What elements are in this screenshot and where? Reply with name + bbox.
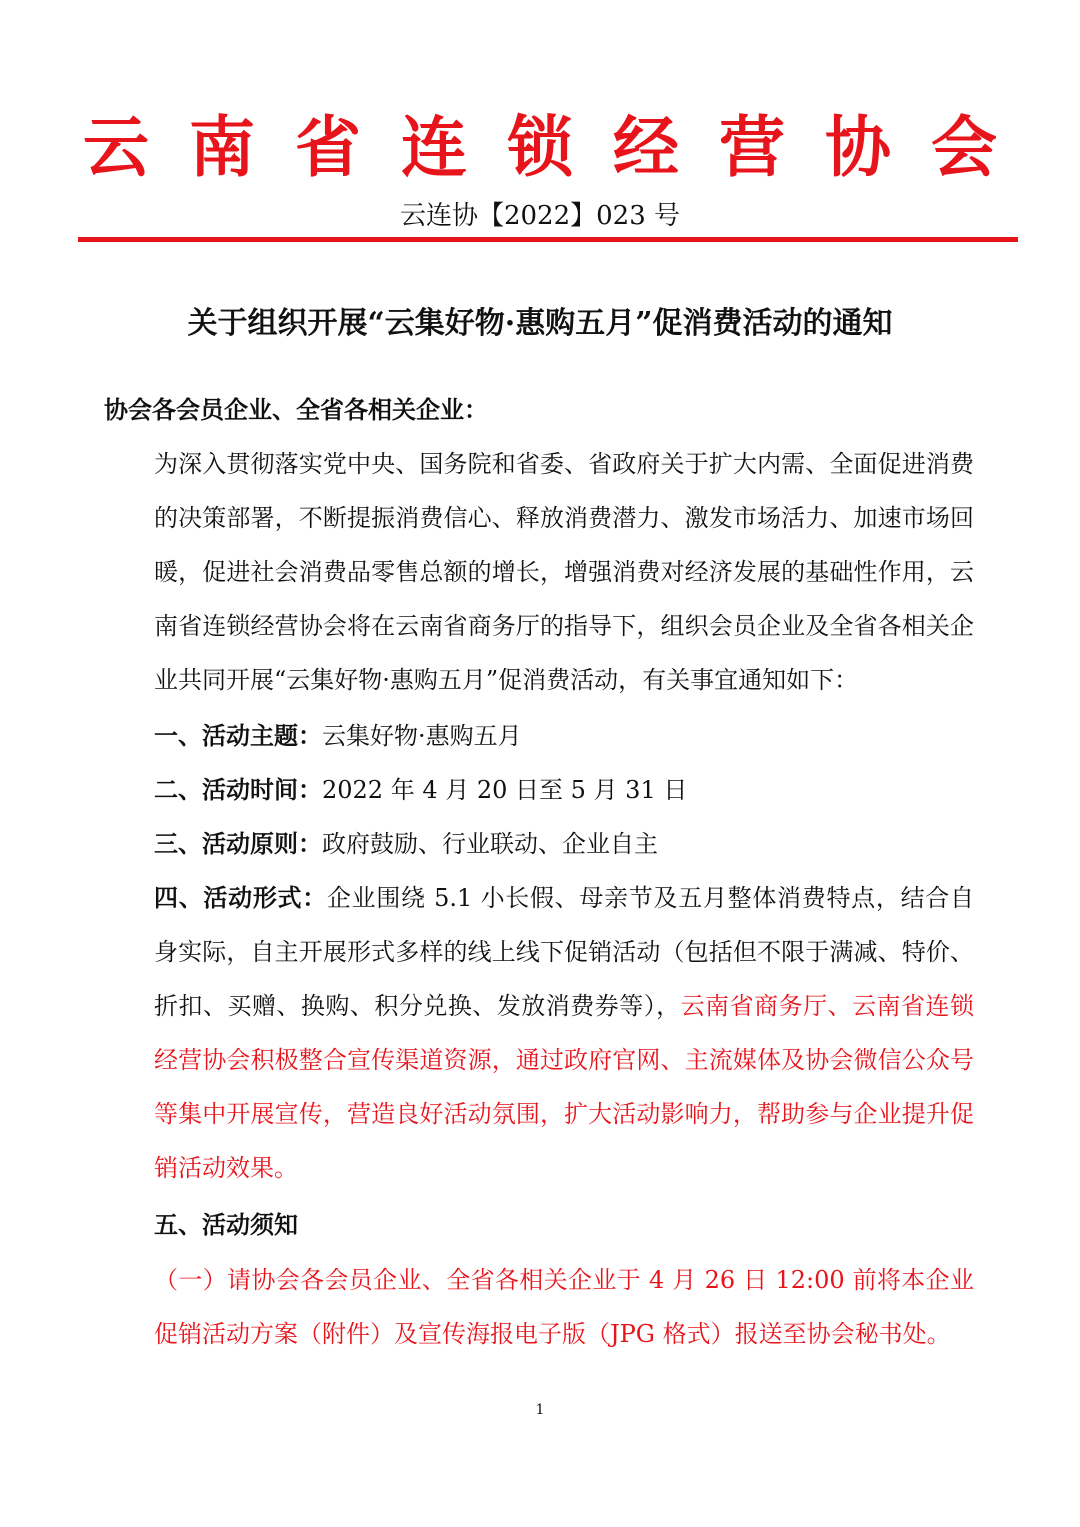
- document-number: 云连协【2022】023 号: [399, 201, 681, 231]
- item-principle: [104, 817, 974, 871]
- item-theme-label: 一、活动主题：: [154, 721, 322, 750]
- intro-paragraph: 为深入贯彻落实党中央、国务院和省委、省政府关于扩大内需、全面促进消费的决策部署，不断提振消费信心、释放消费潜力、激发市场活力、加速市场回暖，促进社会消费品零售总额的增长，增强消费对经济发展的基础性作用，云南省连锁经营协会将在云南省商务厅的指导下，组织会员企业及全省各相关企业共同开展“云集好物·惠购五月”促消费活动，有关事宜通知如下：: [154, 450, 974, 694]
- item-principle-value: 政府鼓励、行业联动、企业自主: [322, 830, 658, 858]
- item-time-value: 2022 年 4 月 20 日至 5 月 31 日: [322, 776, 688, 804]
- item-format: [104, 871, 974, 1195]
- item-theme: [104, 709, 974, 763]
- organization-header: 云南省连锁经营协会: [83, 109, 1037, 186]
- item-time-label: 二、活动时间：: [154, 775, 322, 804]
- item-format-label: 四、活动形式：: [154, 883, 327, 912]
- page-number: 1: [535, 1402, 545, 1418]
- item-notes-sub1: （一）请协会各会员企业、全省各相关企业于 4 月 26 日 12:00 前将本企业促销活动方案（附件）及宣传海报电子版（JPG 格式）报送至协会秘书处。: [154, 1266, 974, 1348]
- red-divider-line: [78, 237, 1018, 242]
- item-theme-value: 云集好物·惠购五月: [322, 722, 522, 750]
- item-format-highlight: 云南省商务厅、云南省连锁经营协会积极整合宣传渠道资源，通过政府官网、主流媒体及协会微信公众号等集中开展宣传，营造良好活动氛围，扩大活动影响力，帮助参与企业提升促销活动效果。: [154, 992, 975, 1182]
- notice-title: 关于组织开展“云集好物·惠购五月”促消费活动的通知: [187, 306, 893, 341]
- salutation: 协会各会员企业、全省各相关企业：: [104, 395, 488, 424]
- item-time: [104, 763, 974, 817]
- item-principle-label: 三、活动原则：: [154, 829, 322, 858]
- item-notes-label: 五、活动须知: [154, 1210, 298, 1239]
- item-format-text: 企业围绕 5.1 小长假、母亲节及五月整体消费特点，结合自身实际，自主开展形式多样的线上线下促销活动（包括但不限于满减、特价、折扣、买赠、换购、积分兑换、发放消费券等），: [154, 884, 974, 1020]
